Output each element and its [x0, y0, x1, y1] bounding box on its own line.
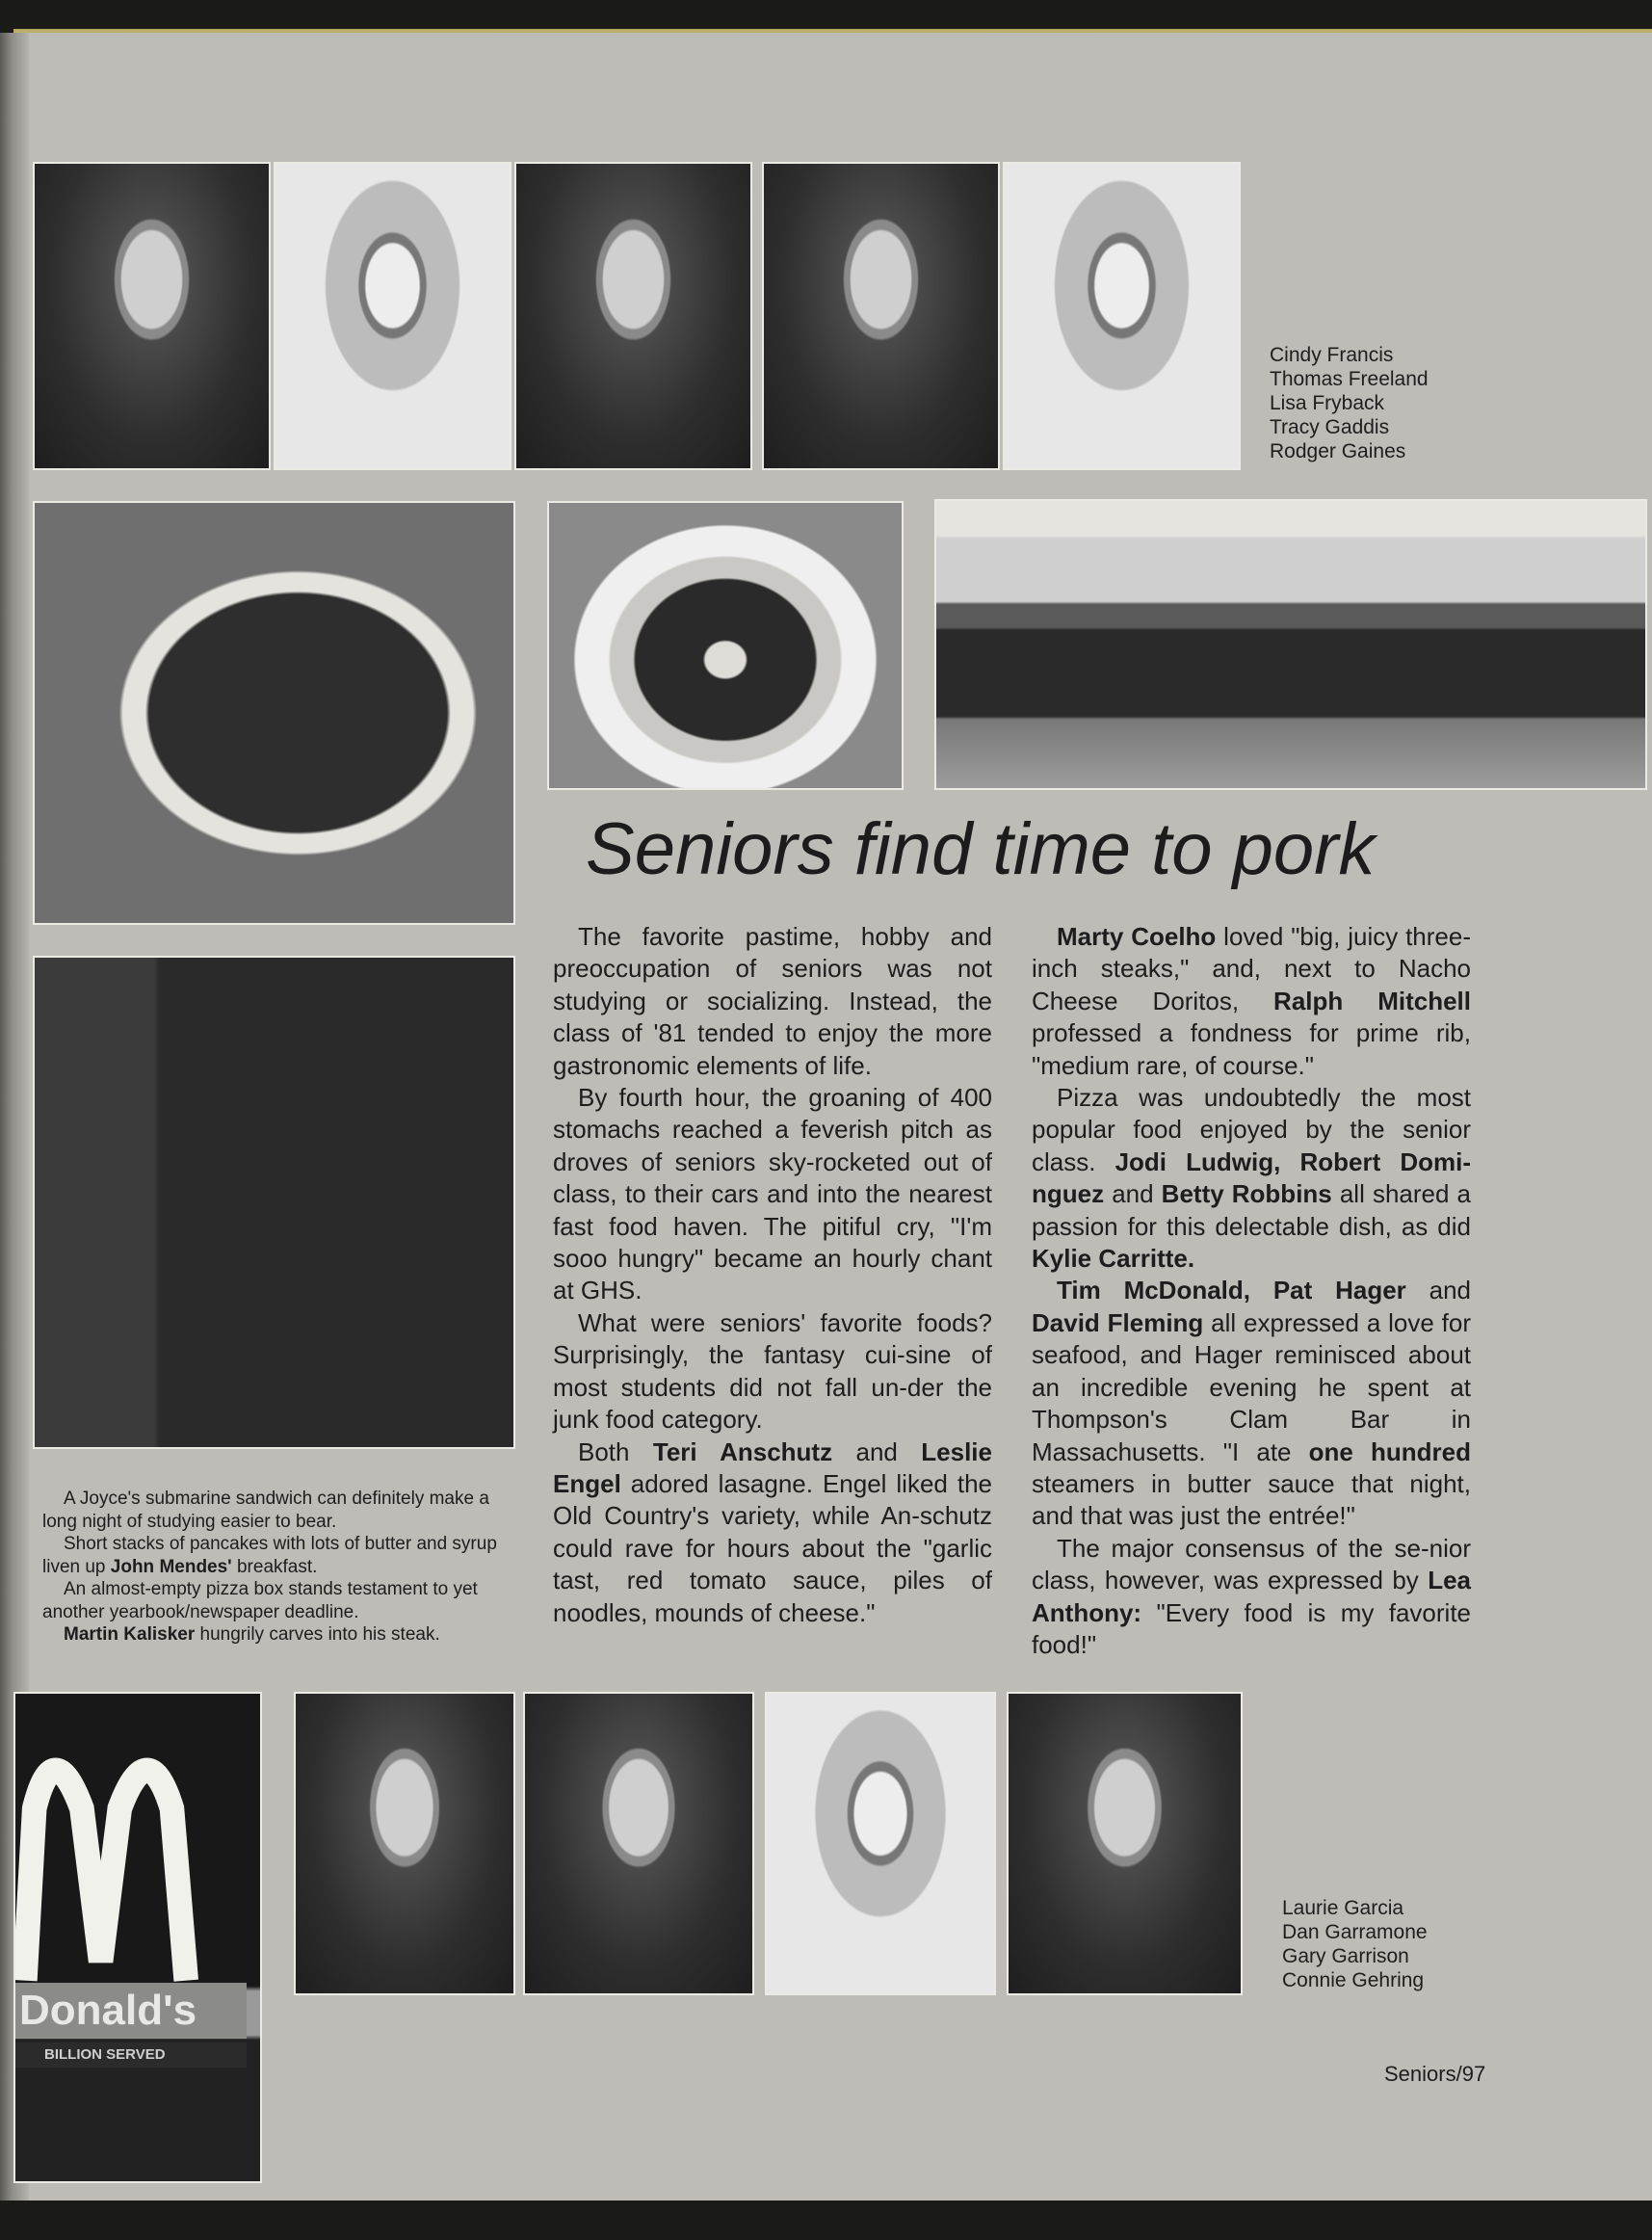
article-paragraph: The major consensus of the se-nior class, however, was expressed by Lea Anthony: "Every food is my favorite food!" — [1032, 1533, 1471, 1659]
portrait-gary-garrison — [765, 1692, 996, 1995]
article-paragraph: By fourth hour, the groaning of 400 stomachs reached a feverish pitch as droves of seniors sky-rocketed out of class, to their cars and into the nearest fast food haven. The pitiful cry, "I'm sooo hungry" became an hourly chant at GHS. — [553, 1083, 992, 1305]
portrait-lisa-fryback — [514, 162, 752, 470]
article-paragraph: Pizza was undoubtedly the most popular food enjoyed by the senior class. Jodi Ludwig, Robert Domi-nguez and Betty Robbins all shared a passion for this delectable dish, as did Kylie Carritte. — [1032, 1083, 1471, 1274]
portrait-dan-garramone — [523, 1692, 754, 1995]
caption-name: John Mendes' — [110, 1556, 232, 1577]
caption-name: Martin Kalisker — [64, 1624, 196, 1645]
name-label: Cindy Francis — [1270, 344, 1394, 366]
article-paragraph: Both Teri Anschutz and Leslie Engel adored lasagne. Engel liked the Old Country's variety, while An-schutz could rave for hours about the "garlic tast, red tomato sauce, piles of noodles, mounds of cheese." — [553, 1436, 992, 1627]
portrait-cindy-francis — [33, 162, 271, 470]
portrait-laurie-garcia — [294, 1692, 515, 1995]
photo-martin-kalisker-steak — [33, 956, 515, 1449]
caption-steak: Martin Kalisker hungrily carves into his steak. — [64, 1624, 440, 1645]
name-label: Laurie Garcia — [1282, 1897, 1404, 1919]
caption-sandwich: A Joyce's submarine sandwich can definitely make a long night of studying easier to bear. — [42, 1489, 489, 1532]
name-label: Gary Garrison — [1282, 1945, 1409, 1967]
name-label: Dan Garramone — [1282, 1921, 1428, 1943]
name-label: Connie Gehring — [1282, 1969, 1425, 1991]
article-paragraph: The favorite pastime, hobby and preoccupation of seniors was not studying or socializing. Instead, the class of '81 tended to enjoy the more gastronomic elements of life. — [553, 922, 992, 1080]
article-column-1 — [553, 921, 992, 1629]
name-label: Thomas Freeland — [1270, 368, 1429, 390]
photo-pizza-box — [33, 501, 515, 925]
portrait-tracy-gaddis — [762, 162, 1000, 470]
headline: Seniors find time to pork — [586, 808, 1376, 890]
top-portrait-names — [1270, 343, 1429, 463]
sign-text: Donald's — [15, 1983, 247, 2039]
portrait-connie-gehring — [1007, 1692, 1243, 1995]
name-label: Tracy Gaddis — [1270, 416, 1390, 438]
sign-subtext: BILLION SERVED — [15, 2042, 247, 2068]
photo-mcdonalds-sign — [13, 1692, 262, 2183]
name-label: Lisa Fryback — [1270, 392, 1385, 414]
article-column-2 — [1032, 921, 1471, 1661]
article-paragraph: Tim McDonald, Pat Hager and David Fleming all expressed a love for seafood, and Hager reminisced about an incredible evening he spent at Thompson's Clam Bar in Massachusetts. "I ate one hundred steamers in butter sauce that night, and that was just the entrée!" — [1032, 1276, 1472, 1531]
article-paragraph: Marty Coelho loved "big, juicy three-inch steaks," and, next to Nacho Cheese Doritos, Ralph Mitchell professed a fondness for prime rib, "medium rare, of course." — [1032, 922, 1471, 1080]
caption-pancakes: Short stacks of pancakes with lots of butter and syrup liven up John Mendes' breakfast. — [42, 1534, 497, 1577]
name-label: Rodger Gaines — [1270, 440, 1406, 462]
caption-pizza: An almost-empty pizza box stands testament to yet another yearbook/newspaper deadline. — [42, 1579, 478, 1622]
photo-pancakes — [547, 501, 904, 790]
photo-submarine-sandwich — [934, 499, 1647, 790]
golden-arches-icon — [15, 1694, 260, 2181]
portrait-rodger-gaines — [1003, 162, 1241, 470]
photo-captions — [42, 1488, 516, 1647]
page-number: Seniors/97 — [1384, 2062, 1486, 2086]
bottom-portrait-names — [1282, 1896, 1428, 1992]
article-paragraph: What were seniors' favorite foods? Surprisingly, the fantasy cui-sine of most students did not fall un-der the junk food category. — [553, 1307, 992, 1435]
portrait-thomas-freeland — [274, 162, 511, 470]
